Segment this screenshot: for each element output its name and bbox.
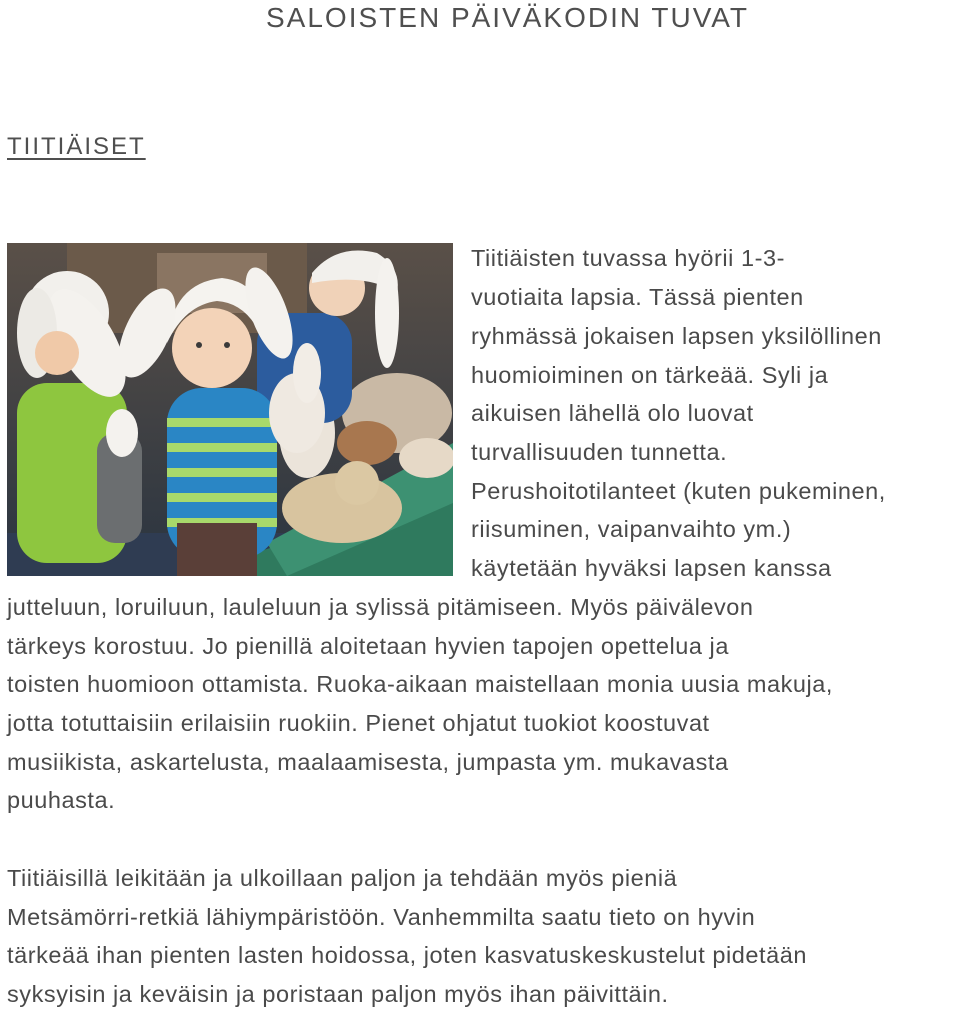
paragraph-line: käytetään hyväksi lapsen kanssa	[471, 555, 832, 581]
paragraph-line: aikuisen lähellä olo luovat	[471, 400, 754, 426]
paragraph-line: vuotiaita lapsia. Tässä pienten	[471, 284, 804, 310]
paragraph-line: turvallisuuden tunnetta.	[471, 439, 728, 465]
paragraph-line: riisuminen, vaipanvaihto ym.)	[471, 516, 792, 542]
children-photo-illustration	[7, 243, 453, 576]
paragraph-line: musiikista, askartelusta, maalaamisesta, jumpasta ym. mukavasta	[7, 749, 729, 775]
paragraph-line: Metsämörri-retkiä lähiympäristöön. Vanhemmilta saatu tieto on hyvin	[7, 904, 756, 930]
page-title: SALOISTEN PÄIVÄKODIN TUVAT	[266, 2, 749, 33]
paragraph-line: jotta totuttaisiin erilaisiin ruokiin. Pienet ohjatut tuokiot koostuvat	[7, 710, 710, 736]
paragraph-line: tärkeys korostuu. Jo pienillä aloitetaan hyvien tapojen opettelua ja	[7, 633, 729, 659]
paragraph-line: Perushoitotilanteet (kuten pukeminen,	[471, 478, 886, 504]
paragraph-line: ryhmässä jokaisen lapsen yksilöllinen	[471, 323, 882, 349]
paragraph-line: puuhasta.	[7, 787, 116, 813]
paragraph-line: Tiitiäisten tuvassa hyörii 1-3-	[471, 245, 785, 271]
paragraph-line: toisten huomioon ottamista. Ruoka-aikaan maistellaan monia uusia makuja,	[7, 671, 833, 697]
paragraph-line: syksyisin ja keväisin ja poristaan paljon myös ihan päivittäin.	[7, 981, 669, 1007]
section-heading-tiitiaiset: TIITIÄISET	[7, 133, 146, 160]
paragraph-line: Tiitiäisillä leikitään ja ulkoillaan paljon ja tehdään myös pieniä	[7, 865, 678, 891]
paragraph-line: huomioiminen on tärkeää. Syli ja	[471, 362, 829, 388]
paragraph-line: jutteluun, loruiluun, lauleluun ja sylissä pitämiseen. Myös päivälevon	[7, 594, 754, 620]
paragraph-line: tärkeää ihan pienten lasten hoidossa, joten kasvatuskeskustelut pidetään	[7, 942, 807, 968]
children-photo	[7, 243, 453, 576]
